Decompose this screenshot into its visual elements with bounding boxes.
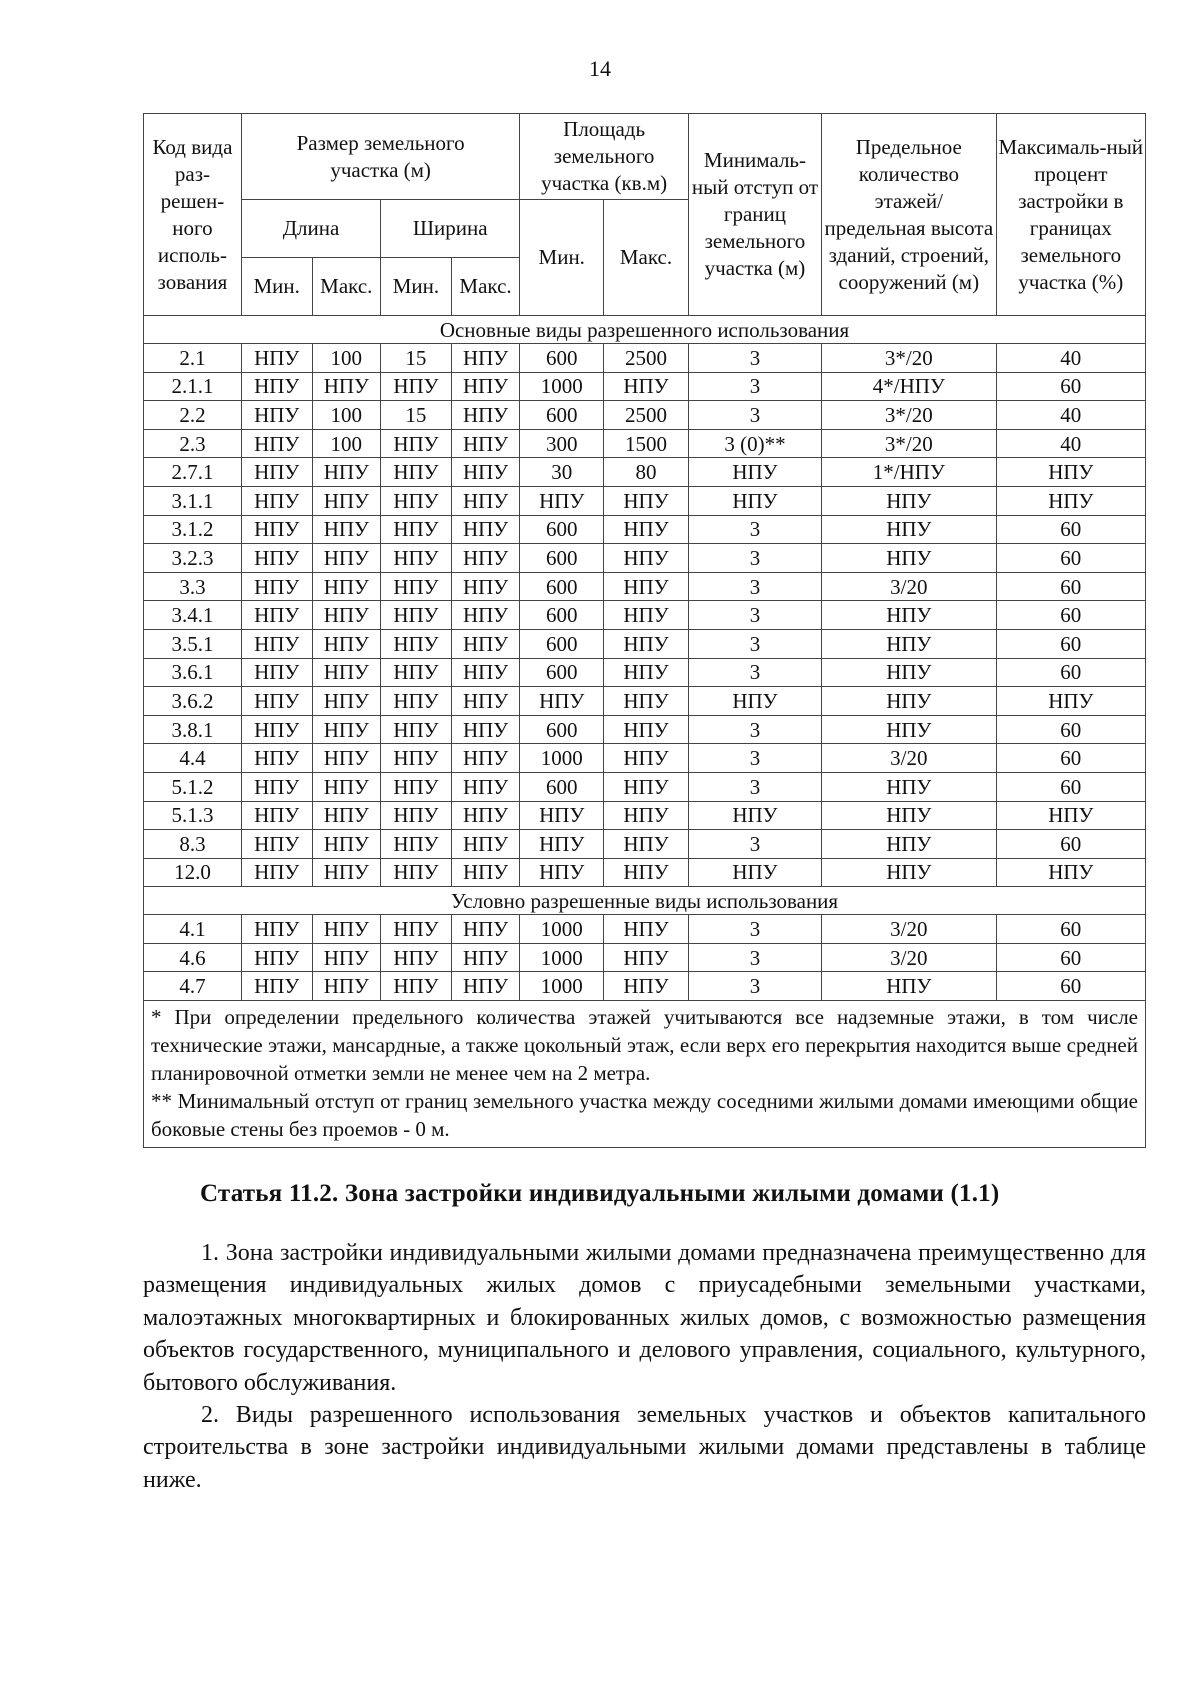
table-cell: 600 bbox=[520, 772, 604, 801]
table-cell: НПУ bbox=[381, 972, 452, 1001]
table-cell: НПУ bbox=[312, 486, 381, 515]
table-cell: НПУ bbox=[688, 486, 821, 515]
header-area: Площадь земельного участка (кв.м) bbox=[520, 114, 688, 200]
table-cell: НПУ bbox=[688, 458, 821, 487]
table-cell: НПУ bbox=[520, 830, 604, 859]
table-cell: НПУ bbox=[312, 687, 381, 716]
table-row bbox=[144, 515, 1146, 544]
table-cell: НПУ bbox=[822, 544, 997, 573]
table-cell: 15 bbox=[381, 344, 452, 373]
header-coverage: Максималь-ный процент застройки в границах земельного участка (%) bbox=[996, 114, 1145, 316]
use-code-cell: 3.3 bbox=[144, 572, 242, 601]
table-cell: НПУ bbox=[241, 915, 312, 944]
table-cell: 40 bbox=[996, 344, 1145, 373]
use-code-cell: 2.2 bbox=[144, 401, 242, 430]
table-cell: НПУ bbox=[604, 572, 689, 601]
use-code-cell: 4.6 bbox=[144, 943, 242, 972]
table-cell: НПУ bbox=[604, 772, 689, 801]
table-cell: НПУ bbox=[996, 687, 1145, 716]
table-cell: НПУ bbox=[381, 744, 452, 773]
use-code-cell: 2.3 bbox=[144, 429, 242, 458]
table-cell: 2500 bbox=[604, 344, 689, 373]
table-row bbox=[144, 372, 1146, 401]
table-cell: НПУ bbox=[381, 801, 452, 830]
use-code-cell: 4.1 bbox=[144, 915, 242, 944]
table-cell: 600 bbox=[520, 401, 604, 430]
table-cell: НПУ bbox=[451, 401, 520, 430]
table-row bbox=[144, 801, 1146, 830]
table-cell: НПУ bbox=[381, 629, 452, 658]
table-cell: НПУ bbox=[822, 858, 997, 887]
table-cell: НПУ bbox=[520, 801, 604, 830]
table-cell: НПУ bbox=[312, 858, 381, 887]
table-cell: НПУ bbox=[312, 915, 381, 944]
header-width-min: Мин. bbox=[381, 258, 452, 316]
table-cell: НПУ bbox=[381, 486, 452, 515]
header-length-min: Мин. bbox=[241, 258, 312, 316]
table-cell: НПУ bbox=[604, 915, 689, 944]
table-cell: 60 bbox=[996, 715, 1145, 744]
table-row bbox=[144, 658, 1146, 687]
table-cell: НПУ bbox=[604, 372, 689, 401]
table-cell: НПУ bbox=[241, 772, 312, 801]
table-row bbox=[144, 544, 1146, 573]
table-cell: НПУ bbox=[604, 515, 689, 544]
table-cell: НПУ bbox=[451, 515, 520, 544]
article-title: Статья 11.2. Зона застройки индивидуальными жилыми домами (1.1) bbox=[200, 1180, 1000, 1207]
table-cell: НПУ bbox=[822, 687, 997, 716]
table-cell: 60 bbox=[996, 830, 1145, 859]
table-cell: НПУ bbox=[604, 687, 689, 716]
table-row bbox=[144, 715, 1146, 744]
table-cell: НПУ bbox=[520, 858, 604, 887]
table-cell: 3 bbox=[688, 715, 821, 744]
table-footnotes bbox=[144, 1001, 1146, 1148]
table-cell: 600 bbox=[520, 344, 604, 373]
table-cell: НПУ bbox=[241, 401, 312, 430]
table-cell: 1500 bbox=[604, 429, 689, 458]
table-cell: 80 bbox=[604, 458, 689, 487]
table-row bbox=[144, 458, 1146, 487]
table-cell: 600 bbox=[520, 572, 604, 601]
table-cell: НПУ bbox=[312, 458, 381, 487]
table-cell: НПУ bbox=[381, 715, 452, 744]
table-cell: 60 bbox=[996, 601, 1145, 630]
table-cell: НПУ bbox=[451, 372, 520, 401]
header-plot-size: Размер земельного участка (м) bbox=[241, 114, 520, 200]
table-cell: НПУ bbox=[604, 830, 689, 859]
table-cell: НПУ bbox=[604, 629, 689, 658]
table-cell: НПУ bbox=[451, 344, 520, 373]
table-cell: НПУ bbox=[381, 772, 452, 801]
table-cell: НПУ bbox=[604, 972, 689, 1001]
table-cell: НПУ bbox=[822, 601, 997, 630]
section-heading-main: Основные виды разрешенного использования bbox=[144, 316, 1146, 344]
table-cell: 3*/20 bbox=[822, 344, 997, 373]
table-cell: НПУ bbox=[451, 915, 520, 944]
table-cell: 1000 bbox=[520, 372, 604, 401]
table-row bbox=[144, 830, 1146, 859]
table-cell: НПУ bbox=[241, 801, 312, 830]
table-row bbox=[144, 772, 1146, 801]
table-cell: 30 bbox=[520, 458, 604, 487]
table-cell: НПУ bbox=[241, 972, 312, 1001]
table-row bbox=[144, 915, 1146, 944]
table-cell: 3 bbox=[688, 344, 821, 373]
table-cell: 3 bbox=[688, 772, 821, 801]
table-cell: 1000 bbox=[520, 972, 604, 1001]
table-row bbox=[144, 858, 1146, 887]
table-header bbox=[144, 114, 1146, 316]
table-cell: 3 bbox=[688, 401, 821, 430]
table-cell: 60 bbox=[996, 372, 1145, 401]
table-cell: 1*/НПУ bbox=[822, 458, 997, 487]
table-cell: НПУ bbox=[822, 801, 997, 830]
table-cell: 100 bbox=[312, 401, 381, 430]
table-cell: НПУ bbox=[381, 544, 452, 573]
table-cell: НПУ bbox=[241, 486, 312, 515]
table-cell: 3*/20 bbox=[822, 429, 997, 458]
table-cell: 40 bbox=[996, 401, 1145, 430]
table-cell: НПУ bbox=[604, 943, 689, 972]
table-cell: НПУ bbox=[312, 772, 381, 801]
table-cell: НПУ bbox=[822, 715, 997, 744]
table-row bbox=[144, 972, 1146, 1001]
table-cell: НПУ bbox=[604, 486, 689, 515]
table-cell: 3 bbox=[688, 629, 821, 658]
table-row bbox=[144, 687, 1146, 716]
table-cell: НПУ bbox=[604, 544, 689, 573]
table-cell: НПУ bbox=[381, 830, 452, 859]
table-cell: НПУ bbox=[520, 687, 604, 716]
use-code-cell: 2.1.1 bbox=[144, 372, 242, 401]
table-cell: 3 bbox=[688, 972, 821, 1001]
table-cell: 60 bbox=[996, 658, 1145, 687]
header-area-min: Мин. bbox=[520, 200, 604, 316]
table-cell: 3/20 bbox=[822, 572, 997, 601]
table-cell: 3 bbox=[688, 943, 821, 972]
table-cell: НПУ bbox=[381, 943, 452, 972]
header-code: Код вида раз-решен-ного исполь-зования bbox=[144, 114, 242, 316]
table-cell: НПУ bbox=[312, 372, 381, 401]
table-cell: 3 bbox=[688, 572, 821, 601]
table-cell: 600 bbox=[520, 658, 604, 687]
use-code-cell: 5.1.3 bbox=[144, 801, 242, 830]
header-width-max: Макс. bbox=[451, 258, 520, 316]
table-cell: НПУ bbox=[822, 972, 997, 1001]
header-length-max: Макс. bbox=[312, 258, 381, 316]
table-cell: НПУ bbox=[241, 858, 312, 887]
table-cell: 3 bbox=[688, 830, 821, 859]
table-cell: НПУ bbox=[822, 772, 997, 801]
use-code-cell: 8.3 bbox=[144, 830, 242, 859]
table-cell: НПУ bbox=[381, 687, 452, 716]
table-cell: НПУ bbox=[822, 486, 997, 515]
use-code-cell: 3.1.1 bbox=[144, 486, 242, 515]
table-cell: НПУ bbox=[241, 572, 312, 601]
table-cell: 600 bbox=[520, 629, 604, 658]
table-cell: 15 bbox=[381, 401, 452, 430]
header-area-max: Макс. bbox=[604, 200, 689, 316]
table-cell: 60 bbox=[996, 629, 1145, 658]
table-cell: 3 bbox=[688, 744, 821, 773]
table-cell: 3/20 bbox=[822, 744, 997, 773]
table-cell: НПУ bbox=[451, 486, 520, 515]
table-row bbox=[144, 601, 1146, 630]
table-cell: НПУ bbox=[451, 687, 520, 716]
table-cell: 600 bbox=[520, 544, 604, 573]
table-cell: НПУ bbox=[312, 572, 381, 601]
header-setback: Минималь-ный отступ от границ земельного участка (м) bbox=[688, 114, 821, 316]
table-cell: НПУ bbox=[451, 601, 520, 630]
table-cell: 60 bbox=[996, 744, 1145, 773]
table-cell: НПУ bbox=[822, 515, 997, 544]
header-floors: Предельное количество этажей/ предельная высота зданий, строений, сооружений (м) bbox=[822, 114, 997, 316]
table-cell: НПУ bbox=[312, 629, 381, 658]
table-cell: 3/20 bbox=[822, 943, 997, 972]
table-cell: НПУ bbox=[381, 372, 452, 401]
use-code-cell: 3.1.2 bbox=[144, 515, 242, 544]
header-length: Длина bbox=[241, 200, 380, 258]
use-code-cell: 4.4 bbox=[144, 744, 242, 773]
table-cell: НПУ bbox=[604, 658, 689, 687]
table-cell: 60 bbox=[996, 915, 1145, 944]
table-row bbox=[144, 401, 1146, 430]
table-cell: 600 bbox=[520, 601, 604, 630]
table-cell: 60 bbox=[996, 772, 1145, 801]
table-cell: 2500 bbox=[604, 401, 689, 430]
table-cell: НПУ bbox=[381, 429, 452, 458]
table-cell: НПУ bbox=[688, 858, 821, 887]
use-code-cell: 2.1 bbox=[144, 344, 242, 373]
table-cell: НПУ bbox=[241, 715, 312, 744]
table-cell: 1000 bbox=[520, 744, 604, 773]
table-cell: 4*/НПУ bbox=[822, 372, 997, 401]
use-code-cell: 3.6.2 bbox=[144, 687, 242, 716]
table-cell: НПУ bbox=[241, 372, 312, 401]
table-cell: 60 bbox=[996, 515, 1145, 544]
table-cell: НПУ bbox=[381, 601, 452, 630]
table-cell: НПУ bbox=[241, 458, 312, 487]
table-cell: НПУ bbox=[451, 629, 520, 658]
page-number: 14 bbox=[589, 56, 611, 81]
table-cell: НПУ bbox=[241, 515, 312, 544]
table-cell: НПУ bbox=[996, 801, 1145, 830]
table-cell: 3 bbox=[688, 544, 821, 573]
table-cell: 3 bbox=[688, 915, 821, 944]
table-cell: НПУ bbox=[451, 658, 520, 687]
table-cell: НПУ bbox=[451, 458, 520, 487]
table-cell: НПУ bbox=[381, 915, 452, 944]
table-cell: НПУ bbox=[451, 429, 520, 458]
table-cell: НПУ bbox=[451, 858, 520, 887]
table-cell: НПУ bbox=[451, 830, 520, 859]
table-cell: НПУ bbox=[451, 943, 520, 972]
table-cell: 60 bbox=[996, 972, 1145, 1001]
paragraph-1: 1. Зона застройки индивидуальными жилыми домами предназначена преимущественно для размещения индивидуальных жилых домов с приусадебными земельными участками, малоэтажных многоквартирных и блокированных жилых домов, с возможностью размещения объектов государственного, муниципального и делового управления, социального, культурного, бытового обслуживания. bbox=[143, 1240, 1146, 1396]
table-cell: НПУ bbox=[312, 801, 381, 830]
use-code-cell: 12.0 bbox=[144, 858, 242, 887]
use-code-cell: 2.7.1 bbox=[144, 458, 242, 487]
table-cell: 40 bbox=[996, 429, 1145, 458]
use-code-cell: 3.4.1 bbox=[144, 601, 242, 630]
table-cell: НПУ bbox=[241, 344, 312, 373]
table-cell: НПУ bbox=[312, 601, 381, 630]
zoning-parameters-table bbox=[143, 113, 1146, 1148]
table-row bbox=[144, 429, 1146, 458]
table-cell: НПУ bbox=[312, 715, 381, 744]
table-cell: НПУ bbox=[381, 572, 452, 601]
table-cell: НПУ bbox=[241, 744, 312, 773]
table-cell: НПУ bbox=[381, 458, 452, 487]
table-cell: НПУ bbox=[241, 687, 312, 716]
table-cell: НПУ bbox=[688, 801, 821, 830]
table-cell: НПУ bbox=[451, 744, 520, 773]
table-cell: НПУ bbox=[996, 486, 1145, 515]
section-heading-conditional: Условно разрешенные виды использования bbox=[144, 887, 1146, 915]
table-cell: НПУ bbox=[451, 544, 520, 573]
table-cell: НПУ bbox=[822, 629, 997, 658]
table-cell: НПУ bbox=[822, 830, 997, 859]
table-cell: НПУ bbox=[241, 830, 312, 859]
table-cell: НПУ bbox=[688, 687, 821, 716]
table-cell: 3 bbox=[688, 515, 821, 544]
table-row bbox=[144, 943, 1146, 972]
table-cell: НПУ bbox=[241, 601, 312, 630]
table-cell: НПУ bbox=[604, 858, 689, 887]
table-cell: 100 bbox=[312, 429, 381, 458]
table-cell: 1000 bbox=[520, 915, 604, 944]
table-row bbox=[144, 744, 1146, 773]
table-cell: 3 (0)** bbox=[688, 429, 821, 458]
use-code-cell: 3.6.1 bbox=[144, 658, 242, 687]
use-code-cell: 5.1.2 bbox=[144, 772, 242, 801]
table-cell: НПУ bbox=[241, 629, 312, 658]
use-code-cell: 3.8.1 bbox=[144, 715, 242, 744]
use-code-cell: 3.2.3 bbox=[144, 544, 242, 573]
table-cell: 3 bbox=[688, 601, 821, 630]
header-width: Ширина bbox=[381, 200, 520, 258]
footnote-floors: * При определении предельного количества этажей учитываются все надземные этажи, в том числе технические этажи, мансардные, а также цокольный этаж, если верх его перекрытия находится выше средней планировочной отметки земли не менее чем на 2 метра. bbox=[151, 1005, 1138, 1086]
table-cell: НПУ bbox=[451, 772, 520, 801]
table-row bbox=[144, 344, 1146, 373]
table-cell: 100 bbox=[312, 344, 381, 373]
table-cell: НПУ bbox=[520, 486, 604, 515]
table-row bbox=[144, 572, 1146, 601]
table-cell: НПУ bbox=[312, 515, 381, 544]
table-cell: НПУ bbox=[451, 972, 520, 1001]
table-cell: НПУ bbox=[312, 658, 381, 687]
table-cell: НПУ bbox=[604, 801, 689, 830]
table-row bbox=[144, 629, 1146, 658]
table-cell: НПУ bbox=[241, 658, 312, 687]
table-body bbox=[144, 316, 1146, 1148]
article-body bbox=[143, 1237, 1146, 1496]
table-row bbox=[144, 486, 1146, 515]
table-cell: НПУ bbox=[451, 572, 520, 601]
table-cell: НПУ bbox=[381, 515, 452, 544]
table-cell: НПУ bbox=[312, 830, 381, 859]
table-cell: 600 bbox=[520, 715, 604, 744]
table-cell: НПУ bbox=[451, 715, 520, 744]
table-cell: НПУ bbox=[241, 544, 312, 573]
table-cell: НПУ bbox=[451, 801, 520, 830]
table-cell: 3*/20 bbox=[822, 401, 997, 430]
table-cell: НПУ bbox=[604, 715, 689, 744]
table-cell: НПУ bbox=[241, 429, 312, 458]
table-cell: НПУ bbox=[312, 744, 381, 773]
table-cell: НПУ bbox=[381, 858, 452, 887]
use-code-cell: 4.7 bbox=[144, 972, 242, 1001]
paragraph-2: 2. Виды разрешенного использования земельных участков и объектов капитального строительства в зоне застройки индивидуальными жилыми домами представлены в таблице ниже. bbox=[143, 1402, 1146, 1493]
table-cell: НПУ bbox=[312, 544, 381, 573]
table-cell: 300 bbox=[520, 429, 604, 458]
table-cell: НПУ bbox=[996, 458, 1145, 487]
table-cell: НПУ bbox=[604, 601, 689, 630]
table-cell: НПУ bbox=[822, 658, 997, 687]
table-cell: НПУ bbox=[381, 658, 452, 687]
footnote-setback: ** Минимальный отступ от границ земельного участка между соседними жилыми домами имеющими общие боковые стены без проемов - 0 м. bbox=[151, 1089, 1138, 1142]
table-cell: НПУ bbox=[604, 744, 689, 773]
table-cell: 60 bbox=[996, 943, 1145, 972]
use-code-cell: 3.5.1 bbox=[144, 629, 242, 658]
table-cell: НПУ bbox=[312, 943, 381, 972]
table-cell: 600 bbox=[520, 515, 604, 544]
table-cell: 60 bbox=[996, 572, 1145, 601]
table-cell: НПУ bbox=[312, 972, 381, 1001]
table-cell: 3 bbox=[688, 658, 821, 687]
table-cell: 3 bbox=[688, 372, 821, 401]
table-cell: НПУ bbox=[996, 858, 1145, 887]
table-cell: 1000 bbox=[520, 943, 604, 972]
table-cell: 60 bbox=[996, 544, 1145, 573]
table-cell: 3/20 bbox=[822, 915, 997, 944]
table-cell: НПУ bbox=[241, 943, 312, 972]
